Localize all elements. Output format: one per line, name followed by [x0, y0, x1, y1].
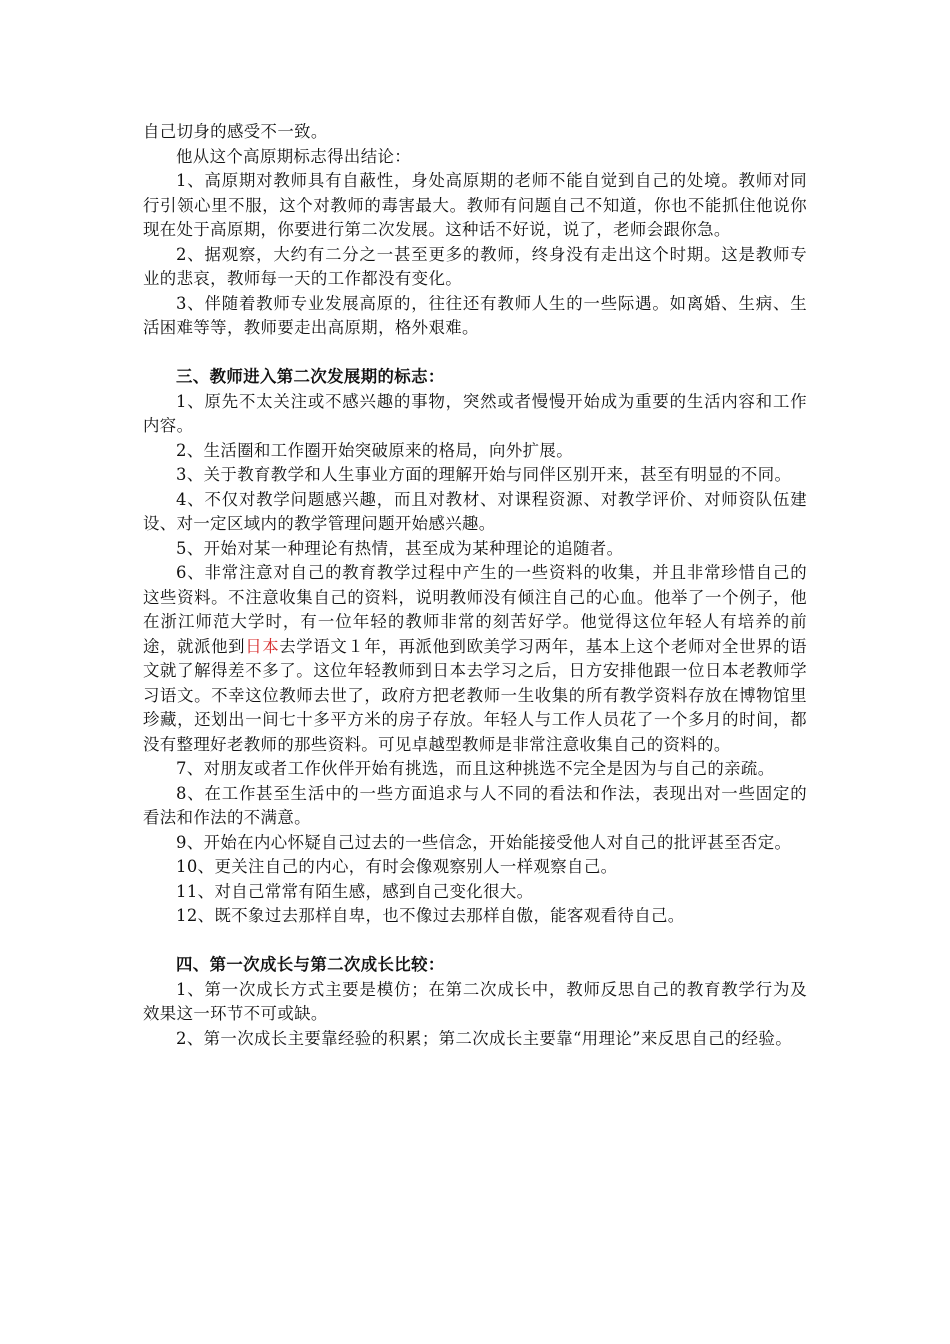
- highlighted-term: 日本: [245, 636, 280, 656]
- section-3-item-8: 8、在工作甚至生活中的一些方面追求与人不同的看法和作法，表现出对一些固定的看法和作法的不满意。: [143, 783, 807, 827]
- section-3-item-7: 7、对朋友或者工作伙伴开始有挑选，而且这种挑选不完全是因为与自己的亲疏。: [176, 759, 775, 778]
- section-3-item-3: 3、关于教育教学和人生事业方面的理解开始与同伴区别开来，甚至有明显的不同。: [176, 465, 792, 484]
- section-3-item-12: 12、既不象过去那样自卑，也不像过去那样自傲，能客观看待自己。: [176, 906, 685, 925]
- intro-continuation: 自己切身的感受不一致。: [143, 122, 328, 141]
- section-4-heading: 四、第一次成长与第二次成长比较：: [176, 955, 445, 974]
- section-3-item-2: 2、生活圈和工作圈开始突破原来的格局，向外扩展。: [176, 440, 574, 460]
- section-3-item-4: 4、不仅对教学问题感兴趣，而且对教材、对课程资源、对教学评价、对师资队伍建设、对一定区域内的教学管理问题开始感兴趣。: [143, 489, 807, 533]
- section-4-item-1: 1、第一次成长方式主要是模仿；在第二次成长中，教师反思自己的教育教学行为及效果这一环节不可或缺。: [143, 979, 807, 1023]
- section-3-item-1: 1、原先不太关注或不感兴趣的事物，突然或者慢慢开始成为重要的生活内容和工作内容。: [143, 391, 807, 435]
- item-6-text-a: 6、非常注意对自己的教育教学过程中产生的一些资料的收集，并且非常珍惜自己的这些资料。不注意收集自己的资料，说明教师没有倾注自己的心血。他举了一个例子，他在浙江师范大学时，有一位年轻的教师非常的刻苦好学。他觉得这位年轻人有培养的前途，就派他到: [143, 563, 807, 656]
- intro-lead: 他从这个高原期标志得出结论：: [176, 146, 412, 166]
- intro-item-3: 3、伴随着教师专业发展高原的，往往还有教师人生的一些际遇。如离婚、生病、生活困难等等，教师要走出高原期，格外艰难。: [143, 293, 807, 337]
- document-page: [143, 120, 807, 1051]
- section-3-heading: 三、教师进入第二次发展期的标志：: [176, 367, 445, 386]
- intro-item-1: 1、高原期对教师具有自蔽性，身处高原期的老师不能自觉到自己的处境。教师对同行引领心里不服，这个对教师的毒害最大。教师有问题自己不知道，你也不能抓住他说你现在处于高原期，你要进行第二次发展。这种话不好说，说了，老师会跟你急。: [143, 171, 807, 239]
- section-3-item-11: 11、对自己常常有陌生感，感到自己变化很大。: [176, 881, 534, 901]
- section-3-item-6: [143, 561, 807, 757]
- section-4-item-2: 2、第一次成长主要靠经验的积累；第二次成长主要靠“用理论”来反思自己的经验。: [176, 1028, 793, 1048]
- item-6-text-b: 去学语文１年，再派他到欧美学习两年，基本上这个老师对全世界的语文就了解得差不多了。这位年轻教师到日本去学习之后，日方安排他跟一位日本老教师学习语文。不幸这位教师去世了，政府方把老教师一生收集的所有教学资料存放在博物馆里珍藏，还划出一间七十多平方米的房子存放。年轻人与工作人员花了一个多月的时间，都没有整理好老教师的那些资料。可见卓越型教师是非常注意收集自己的资料的。: [143, 636, 807, 754]
- section-3-item-5: 5、开始对某一种理论有热情，甚至成为某种理论的追随者。: [176, 538, 624, 558]
- section-3-item-10: 10、更关注自己的内心，有时会像观察别人一样观察自己。: [176, 857, 618, 876]
- intro-item-2: 2、据观察，大约有二分之一甚至更多的教师，终身没有走出这个时期。这是教师专业的悲哀，教师每一天的工作都没有变化。: [143, 244, 807, 288]
- section-3-item-9: 9、开始在内心怀疑自己过去的一些信念，开始能接受他人对自己的批评甚至否定。: [176, 832, 792, 852]
